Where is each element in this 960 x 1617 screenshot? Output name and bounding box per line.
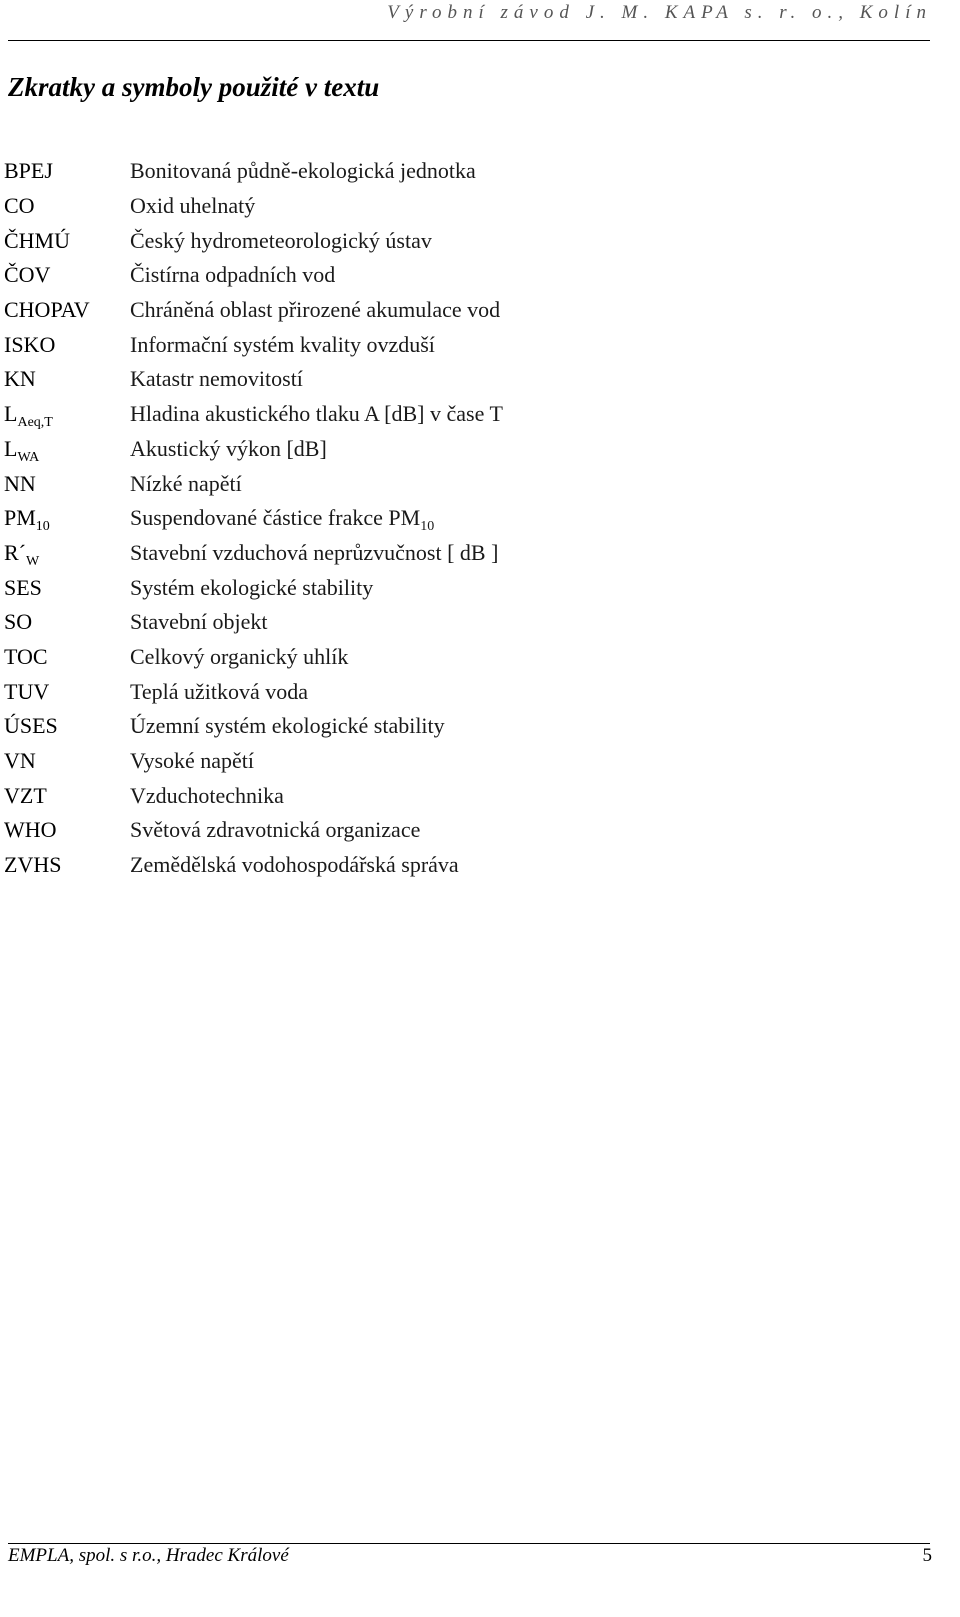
abbreviation-row: [4, 189, 904, 224]
abbreviation-key: NN: [4, 470, 36, 496]
abbreviation-description: Stavební vzduchová neprůzvučnost [ dB ]: [130, 539, 499, 565]
abbreviation-description: Akustický výkon [dB]: [130, 435, 327, 461]
abbreviation-row: [4, 397, 904, 432]
abbreviation-key: BPEJ: [4, 158, 53, 184]
abbreviation-description: Katastr nemovitostí: [130, 366, 303, 392]
abbreviation-row: [4, 848, 904, 883]
abbreviation-row: [4, 293, 904, 328]
abbreviation-key: $R´_W$: [4, 539, 40, 569]
abbreviation-row: [4, 640, 904, 675]
subscript: W: [26, 553, 40, 569]
abbreviation-description: Systém ekologické stability: [130, 574, 374, 600]
abbreviation-row: [4, 778, 904, 813]
abbreviation-description: Územní systém ekologické stability: [130, 713, 445, 739]
abbreviation-description: Nízké napětí: [130, 470, 242, 496]
abbreviation-row: [4, 744, 904, 779]
abbreviation-row: [4, 327, 904, 362]
abbreviation-row: [4, 432, 904, 467]
abbreviation-key: CHOPAV: [4, 297, 90, 323]
abbreviation-key: $L_{Aeq,T}$: [4, 401, 53, 431]
footer-rule: [8, 1543, 930, 1544]
abbreviation-key: CO: [4, 193, 35, 219]
subscript: Aeq,T: [17, 415, 53, 431]
abbreviation-key: TUV: [4, 678, 50, 704]
abbreviation-key: TOC: [4, 643, 48, 669]
abbreviation-description: Český hydrometeorologický ústav: [130, 227, 432, 253]
abbreviation-row: [4, 674, 904, 709]
abbreviation-key: $PM_{10}$: [4, 505, 50, 535]
abbreviation-key: ČHMÚ: [4, 227, 71, 253]
abbreviation-row: [4, 709, 904, 744]
abbreviation-list: [4, 154, 904, 882]
abbreviation-key: VZT: [4, 782, 47, 808]
abbreviation-row: [4, 605, 904, 640]
abbreviation-row: [4, 536, 904, 571]
abbreviation-key: ZVHS: [4, 852, 62, 878]
abbreviation-description: Hladina akustického tlaku A [dB] v čase T: [130, 401, 503, 427]
abbreviation-key: SES: [4, 574, 42, 600]
abbreviation-row: [4, 258, 904, 293]
abbreviation-description: Zemědělská vodohospodářská správa: [130, 852, 459, 878]
abbreviation-key: ISKO: [4, 331, 56, 357]
abbreviation-key: ÚSES: [4, 713, 58, 739]
abbreviation-key: WHO: [4, 817, 57, 843]
abbreviation-description: Informační systém kvality ovzduší: [130, 331, 435, 357]
page-number: 5: [922, 1545, 932, 1566]
abbreviation-row: [4, 154, 904, 189]
abbreviation-description: Stavební objekt: [130, 609, 268, 635]
abbreviation-row: [4, 570, 904, 605]
abbreviation-key: ČOV: [4, 262, 51, 288]
abbreviation-description: Chráněná oblast přirozené akumulace vod: [130, 297, 501, 323]
abbreviation-row: [4, 813, 904, 848]
abbreviation-row: [4, 223, 904, 258]
abbreviation-row: [4, 362, 904, 397]
abbreviation-description: Vzduchotechnika: [130, 782, 284, 808]
abbreviation-description: Bonitovaná půdně-ekologická jednotka: [130, 158, 476, 184]
subscript: 10: [420, 519, 435, 535]
abbreviation-row: [4, 501, 904, 536]
abbreviation-key: VN: [4, 748, 36, 774]
section-title: Zkratky a symboly použité v textu: [8, 72, 380, 102]
abbreviation-description: Teplá užitková voda: [130, 678, 309, 704]
abbreviation-description: Oxid uhelnatý: [130, 193, 256, 219]
abbreviation-key: SO: [4, 609, 33, 635]
footer-company: EMPLA, spol. s r.o., Hradec Králové: [8, 1545, 289, 1566]
abbreviation-key: KN: [4, 366, 36, 392]
abbreviation-row: [4, 466, 904, 501]
abbreviation-key: $L_{WA}$: [4, 435, 40, 465]
abbreviation-description: Světová zdravotnická organizace: [130, 817, 421, 843]
abbreviation-description: Suspendované částice frakce $PM_{10}$: [130, 505, 435, 535]
subscript: 10: [35, 519, 50, 535]
page-header: Výrobní závod J. M. KAPA s. r. o., Kolín: [387, 2, 932, 23]
abbreviation-description: Čistírna odpadních vod: [130, 262, 336, 288]
header-rule: [8, 40, 930, 41]
subscript: WA: [17, 449, 40, 465]
abbreviation-description: Celkový organický uhlík: [130, 643, 349, 669]
abbreviation-description: Vysoké napětí: [130, 748, 255, 774]
